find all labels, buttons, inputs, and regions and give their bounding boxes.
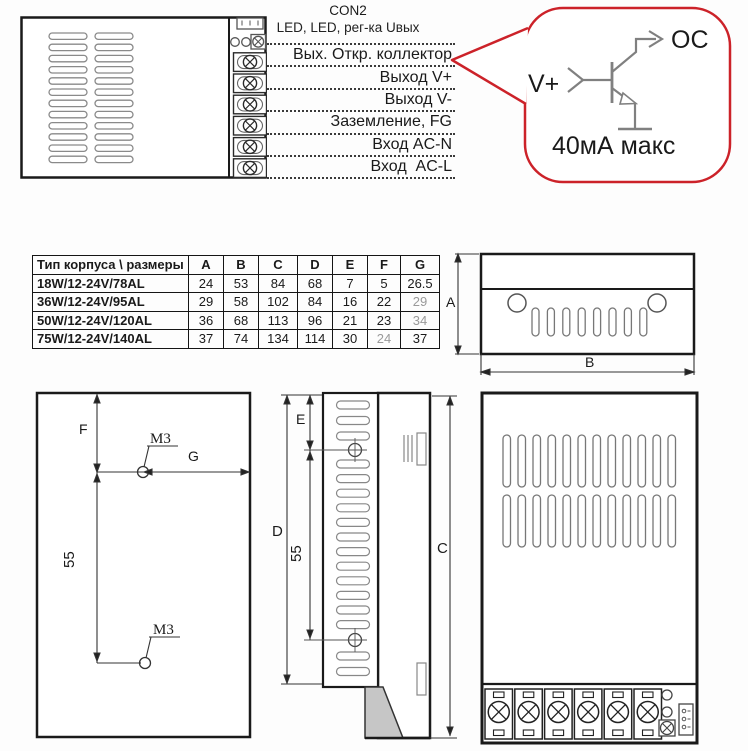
table-header-a: A	[189, 256, 224, 275]
table-row: 18W/12-24V/78AL 24 53 84 68 7 5 26.5	[33, 274, 440, 293]
pin-label-ac-n: Вход AC-N	[267, 135, 455, 157]
pin-label-fg: Заземление, FG	[267, 112, 455, 134]
led-indicator-icon	[662, 707, 672, 717]
callout-input-label: V+	[528, 70, 560, 98]
table-row: 36W/12-24V/95AL 29 58 102 84 16 22 29	[33, 293, 440, 312]
callout-current-note: 40мА макс	[552, 132, 676, 160]
table-header-e: E	[333, 256, 368, 275]
m3-hole-bottom	[140, 658, 151, 669]
table-row: 75W/12-24V/140AL 37 74 134 114 30 24 37	[33, 330, 440, 349]
table-header-f: F	[368, 256, 401, 275]
led-indicator-icon	[662, 690, 672, 700]
table-header-row	[33, 256, 440, 275]
pin-label-vminus: Выход V-	[267, 90, 455, 112]
case-outline	[481, 254, 694, 354]
mounting-template-drawing	[30, 390, 260, 746]
dim-label-55: 55	[288, 545, 305, 562]
psu-top-view-drawing	[20, 16, 267, 179]
table-header-g: G	[401, 256, 440, 275]
connector-subtitle: LED, LED, рег-ка Uвых	[276, 20, 420, 35]
dim-label-c: C	[437, 540, 448, 557]
connector-pinout	[267, 0, 455, 179]
dimensions-table	[32, 255, 440, 349]
table-header-d: D	[298, 256, 333, 275]
led-indicator-icon	[242, 38, 251, 47]
open-collector-callout	[440, 2, 746, 188]
led-indicator-icon	[231, 38, 240, 47]
pin-label-ac-l: Вход AC-L	[267, 157, 455, 179]
pin-label-vplus: Выход V+	[267, 67, 455, 89]
dim-label-a: A	[446, 294, 456, 310]
dimension-a	[455, 254, 479, 354]
dim-label-d: D	[272, 523, 283, 540]
table-header-c: C	[259, 256, 298, 275]
side-view-drawing	[265, 388, 465, 750]
table-header-b: B	[224, 256, 259, 275]
table-header-type: Тип корпуса \ размеры	[33, 256, 189, 275]
thread-label-m3-bottom: M3	[153, 622, 174, 638]
dim-label-55: 55	[61, 551, 78, 568]
callout-tail	[452, 28, 528, 104]
connector-header	[267, 0, 455, 45]
thread-label-m3-top: M3	[150, 431, 171, 447]
end-view-drawing	[446, 246, 748, 380]
callout-output-label: OC	[671, 26, 709, 54]
dim-label-e: E	[296, 411, 306, 427]
front-view-drawing	[478, 388, 704, 748]
dim-label-f: F	[79, 421, 88, 437]
pin-label-open-collector: Вых. Откр. коллектор	[267, 45, 455, 67]
connector-title: CON2	[329, 3, 367, 18]
dim-label-b: B	[585, 354, 595, 370]
table-row: 50W/12-24V/120AL 36 68 113 96 21 23 34	[33, 311, 440, 330]
dim-label-g: G	[188, 448, 199, 464]
